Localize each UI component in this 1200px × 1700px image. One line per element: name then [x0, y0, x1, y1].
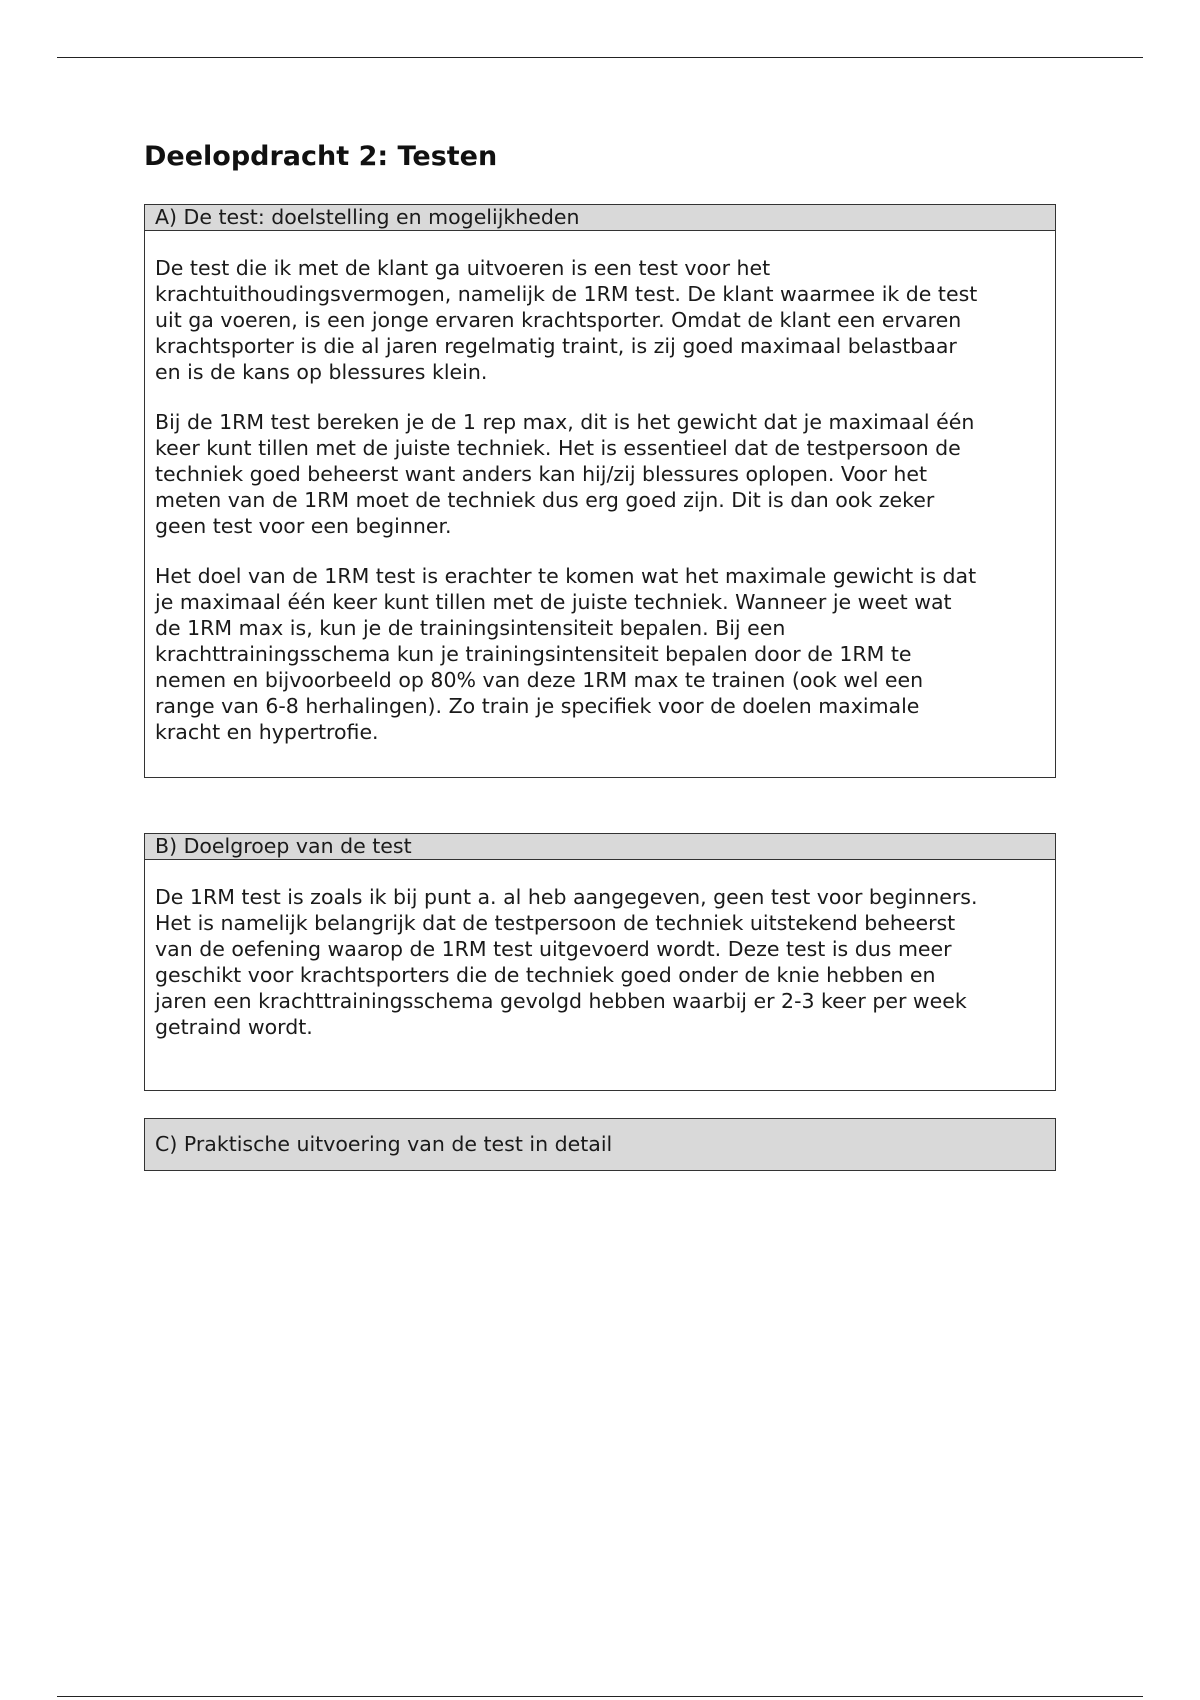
- paragraph: [155, 563, 1045, 745]
- section-b-body: [145, 860, 1055, 1040]
- text-line: jaren een krachttrainingsschema gevolgd hebben waarbij er 2-3 keer per week: [155, 989, 967, 1013]
- text-line: uit ga voeren, is een jonge ervaren krachtsporter. Omdat de klant een ervaren: [155, 308, 962, 332]
- paragraph: [155, 884, 1045, 1040]
- text-line: Het doel van de 1RM test is erachter te komen wat het maximale gewicht is dat: [155, 564, 977, 588]
- text-line: van de oefening waarop de 1RM test uitgevoerd wordt. Deze test is dus meer: [155, 937, 952, 961]
- section-a-header: A) De test: doelstelling en mogelijkheden: [145, 205, 1055, 231]
- text-line: Bij de 1RM test bereken je de 1 rep max, dit is het gewicht dat je maximaal één: [155, 410, 975, 434]
- text-line: kracht en hypertrofie.: [155, 720, 379, 744]
- paragraph: [155, 409, 1045, 539]
- text-line: keer kunt tillen met de juiste techniek. Het is essentieel dat de testpersoon de: [155, 436, 961, 460]
- text-line: je maximaal één keer kunt tillen met de juiste techniek. Wanneer je weet wat: [155, 590, 952, 614]
- text-line: De test die ik met de klant ga uitvoeren is een test voor het: [155, 256, 771, 280]
- page-title: Deelopdracht 2: Testen: [144, 141, 498, 172]
- header-rule: [57, 57, 1143, 58]
- text-line: krachttrainingsschema kun je trainingsintensiteit bepalen door de 1RM te: [155, 642, 912, 666]
- section-a-box: [144, 204, 1056, 778]
- section-a-body: [145, 231, 1055, 745]
- paragraph: [155, 255, 1045, 385]
- section-b-header: B) Doelgroep van de test: [145, 834, 1055, 860]
- text-line: de 1RM max is, kun je de trainingsintensiteit bepalen. Bij een: [155, 616, 786, 640]
- text-line: De 1RM test is zoals ik bij punt a. al heb aangegeven, geen test voor beginners.: [155, 885, 978, 909]
- section-c-header: C) Praktische uitvoering van de test in detail: [155, 1132, 613, 1156]
- text-line: nemen en bijvoorbeeld op 80% van deze 1RM max te trainen (ook wel een: [155, 668, 924, 692]
- text-line: techniek goed beheerst want anders kan hij/zij blessures oplopen. Voor het: [155, 462, 928, 486]
- text-line: getraind wordt.: [155, 1015, 313, 1039]
- text-line: en is de kans op blessures klein.: [155, 360, 488, 384]
- text-line: meten van de 1RM moet de techniek dus erg goed zijn. Dit is dan ook zeker: [155, 488, 935, 512]
- text-line: krachtuithoudingsvermogen, namelijk de 1RM test. De klant waarmee ik de test: [155, 282, 978, 306]
- text-line: krachtsporter is die al jaren regelmatig traint, is zij goed maximaal belastbaar: [155, 334, 957, 358]
- footer-rule: [57, 1696, 1143, 1697]
- text-line: geschikt voor krachtsporters die de techniek goed onder de knie hebben en: [155, 963, 936, 987]
- section-b-box: [144, 833, 1056, 1091]
- text-line: range van 6-8 herhalingen). Zo train je specifiek voor de doelen maximale: [155, 694, 920, 718]
- text-line: geen test voor een beginner.: [155, 514, 452, 538]
- section-c-box: [144, 1118, 1056, 1171]
- text-line: Het is namelijk belangrijk dat de testpersoon de techniek uitstekend beheerst: [155, 911, 956, 935]
